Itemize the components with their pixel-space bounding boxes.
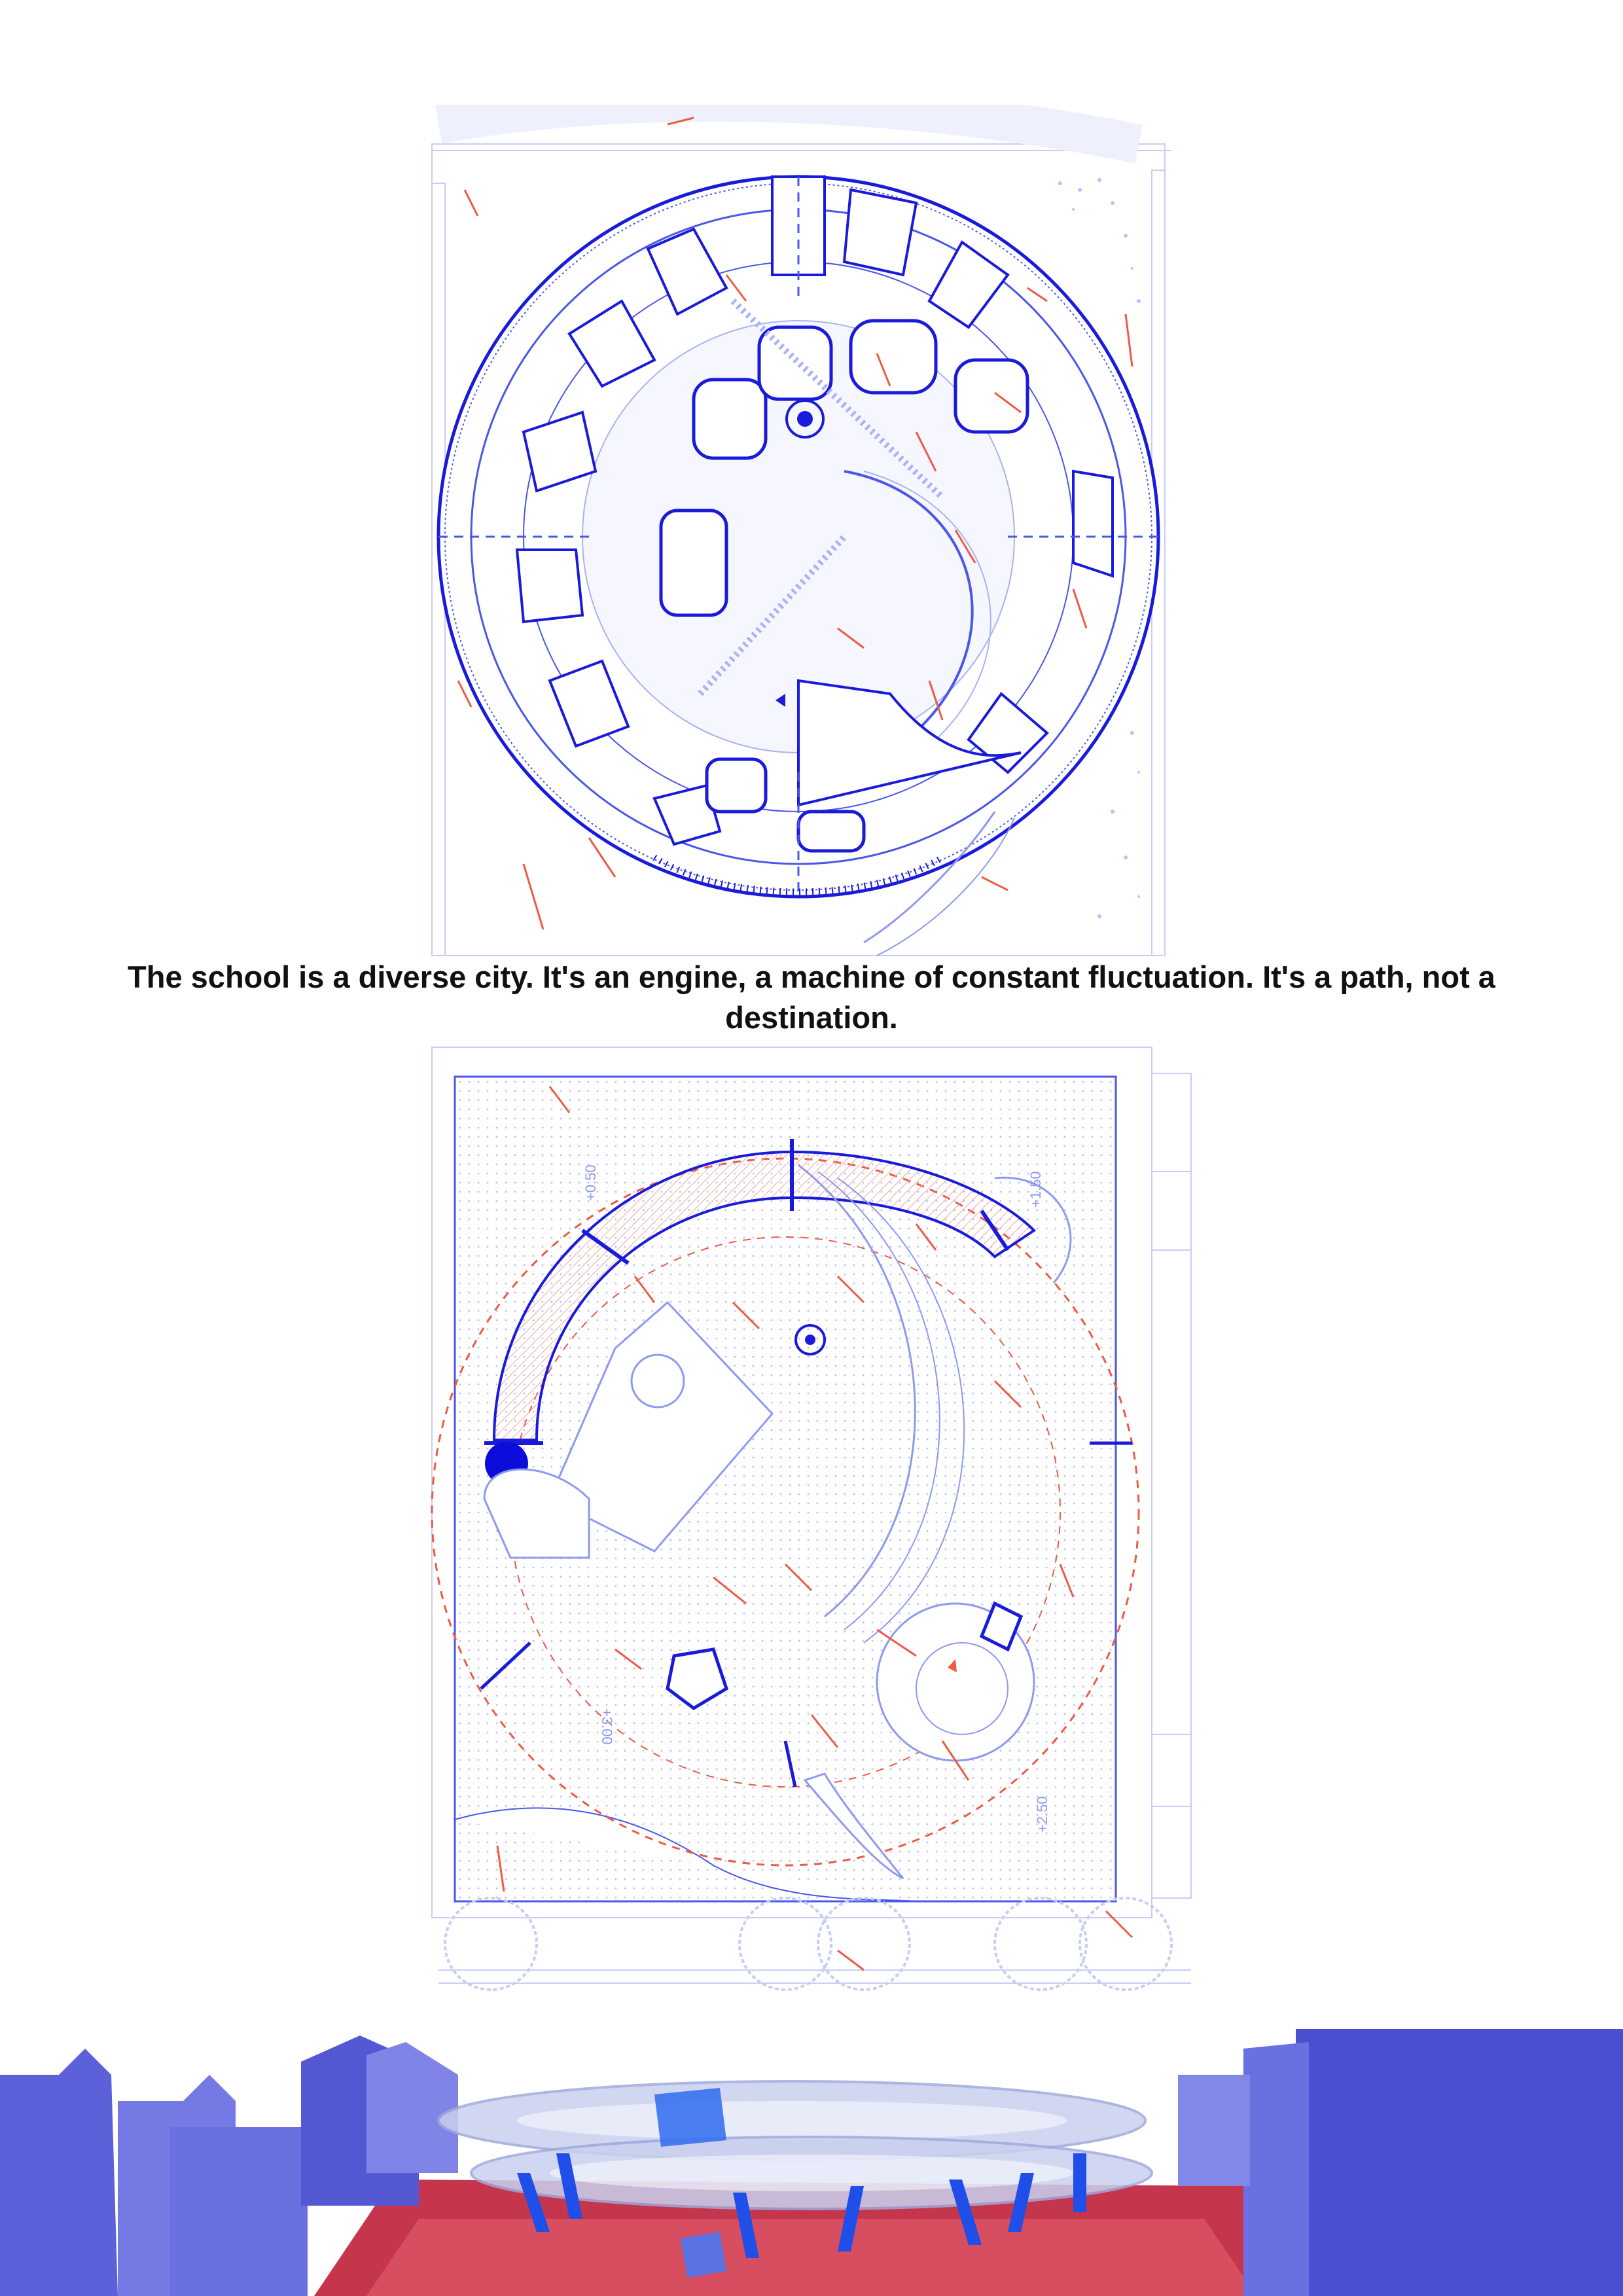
level-label: +2.50: [1034, 1796, 1050, 1833]
level-label: +1.50: [1027, 1171, 1044, 1208]
level-label: +0.50: [582, 1164, 599, 1201]
model-photo: [0, 2022, 1623, 2296]
tree-row: [445, 1898, 1171, 1990]
model-photo-drawing: [0, 2022, 1623, 2296]
caption-text: The school is a diverse city. It's an engine, a machine of constant fluctuation. It's a path, not a destination.: [128, 960, 1495, 1035]
upper-plan-drawing: [419, 105, 1178, 962]
upper-floor-plan: [419, 105, 1178, 962]
level-label: +3.00: [599, 1708, 615, 1745]
lower-plan-drawing: [419, 1041, 1204, 2029]
lower-site-plan: [419, 1041, 1204, 2029]
